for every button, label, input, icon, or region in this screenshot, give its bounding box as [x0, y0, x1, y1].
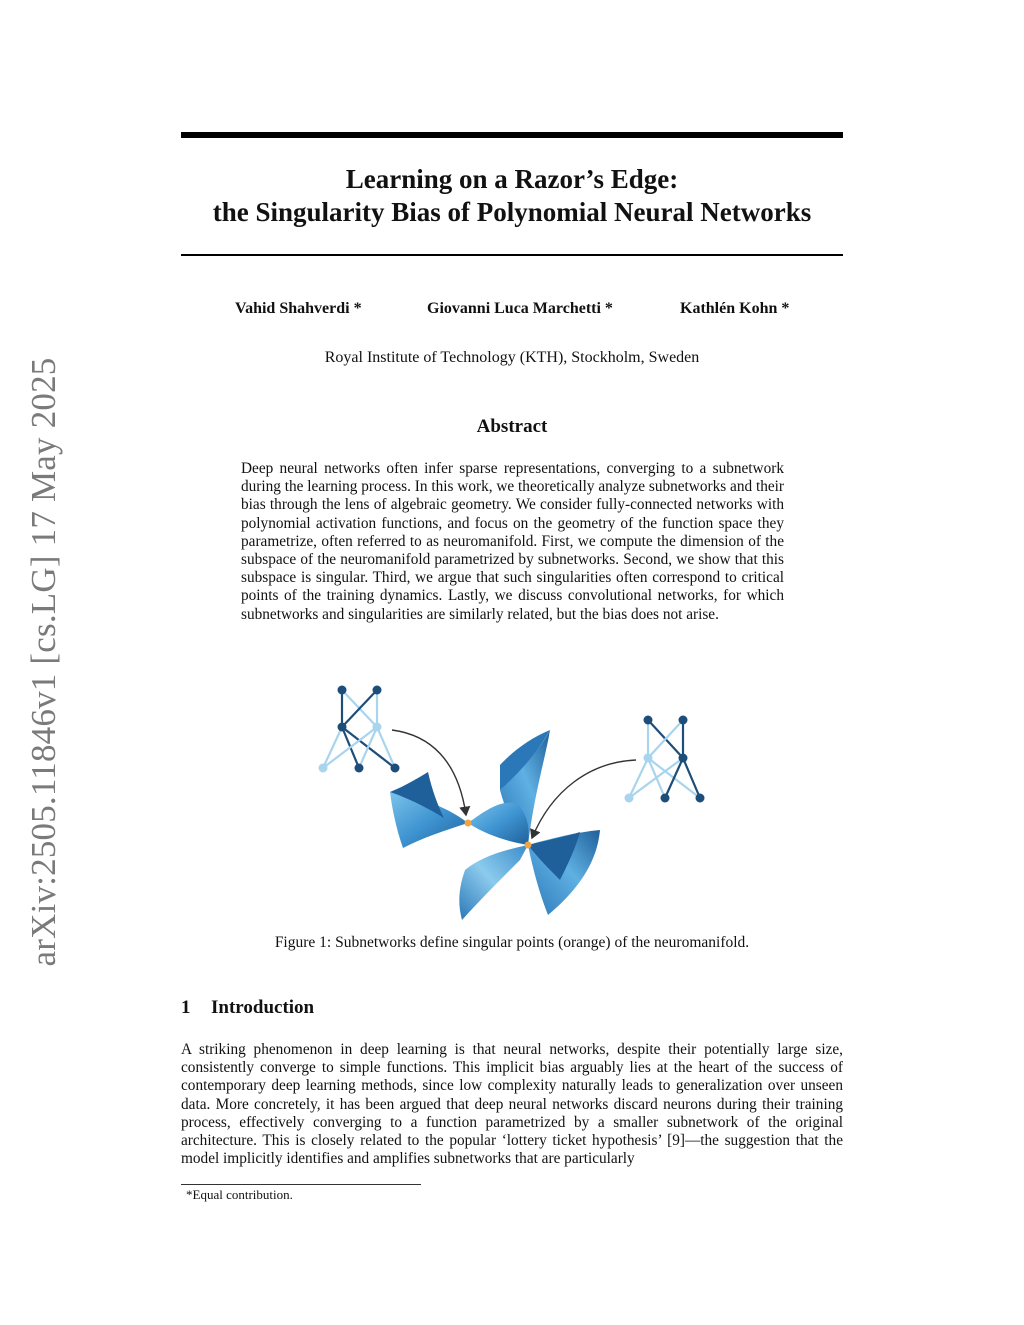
figure-caption: Figure 1: Subnetworks define singular points (orange) of the neuromanifold. [274, 934, 750, 951]
section-heading [181, 997, 314, 1019]
neuromanifold-surface [390, 730, 600, 920]
title-top-rule [181, 132, 843, 138]
footnote: *Equal contribution. [186, 1187, 293, 1202]
arxiv-identifier: arXiv:2505.11846v1 [cs.LG] 17 May 2025 [24, 357, 63, 967]
section-title: Introduction [211, 997, 315, 1018]
title-bottom-rule [181, 254, 843, 256]
footnote-rule [181, 1184, 421, 1185]
abstract-text: Deep neural networks often infer sparse representations, converging to a subnetwork during the learning process. In this work, we theoretically analyze subnetworks and their bias through the lens of algebraic geometry. We consider fully-connected networks with polynomial activation functions, and focus on the geometry of the function space they parametrize, often referred to as neuromanifold. First, we compute the dimension of the subspace of the neuromanifold parametrized by subnetworks. Second, we show that this subspace is singular. Third, we argue that such singularities often correspond to critical points of the training dynamics. Lastly, we discuss convolutional networks, for which subnetworks and singularities are similarly related, but the bias does not arise. [241, 460, 784, 623]
author-3: Kathlén Kohn * [680, 300, 790, 317]
paper-title [181, 163, 843, 229]
introduction-text: A striking phenomenon in deep learning is that neural networks, despite their potentially large size, consistently converge to simple functions. This implicit bias arguably lies at the heart of the success of contemporary deep learning methods, since low complexity naturally leads to generalization over unseen data. More concretely, it has been argued that deep neural networks discard neurons during their training process, effectively converging to a function parametrized by a smaller subnetwork of the original architecture. This is closely related to the popular ‘lottery ticket hypothesis’ [9]—the suggestion that the model implicitly identifies and amplifies subnetworks that are particularly [181, 1041, 843, 1168]
lobe-lower-left [459, 845, 528, 920]
title-line-1: Learning on a Razor’s Edge: [345, 164, 679, 194]
author-2: Giovanni Luca Marchetti * [427, 300, 613, 317]
subnetwork-left [319, 686, 400, 773]
title-line-2: the Singularity Bias of Polynomial Neural Networks [212, 197, 812, 227]
subnetwork-right [625, 716, 705, 803]
singular-point-2 [525, 842, 532, 849]
section-number: 1 [181, 997, 191, 1018]
author-1: Vahid Shahverdi * [235, 300, 362, 317]
arrow-right [532, 760, 636, 838]
singular-point-1 [465, 820, 472, 827]
affiliation: Royal Institute of Technology (KTH), Stockholm, Sweden [324, 349, 700, 366]
figure-neuromanifold [300, 676, 730, 928]
lobe-center [468, 803, 529, 845]
abstract-heading: Abstract [476, 416, 548, 437]
